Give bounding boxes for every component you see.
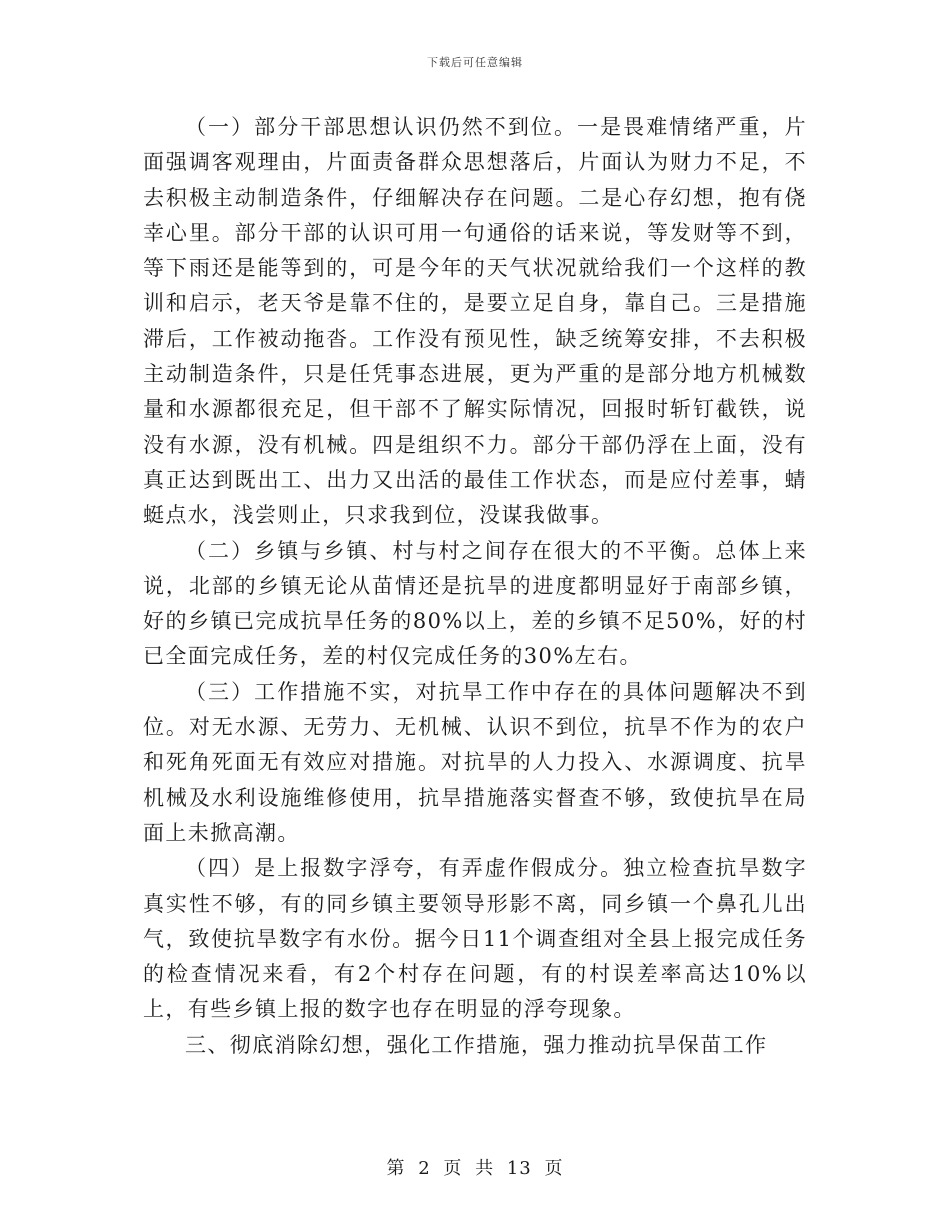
document-body (143, 110, 807, 1063)
page-footer: 第 2 页 共 13 页 (386, 1158, 564, 1179)
paragraph-3: （三）工作措施不实，对抗旱工作中存在的具体问题解决不到位。对无水源、无劳力、无机械、认识不到位，抗旱不作为的农户和死角死面无有效应对措施。对抗旱的人力投入、水源调度、抗旱机械及水利设施维修使用，抗旱措施落实督查不够，致使抗旱在局面上未掀高潮。 (143, 679, 807, 845)
section-heading: 三、彻底消除幻想，强化工作措施，强力推动抗旱保苗工作 (185, 1032, 768, 1057)
paragraph-1: （一）部分干部思想认识仍然不到位。一是畏难情绪严重，片面强调客观理由，片面责备群众思想落后，片面认为财力不足，不去积极主动制造条件，仔细解决存在问题。二是心存幻想，抱有侥幸心里。部分干部的认识可用一句通俗的话来说，等发财等不到，等下雨还是能等到的，可是今年的天气状况就给我们一个这样的教训和启示，老天爷是靠不住的，是要立足自身，靠自己。三是措施滞后，工作被动拖沓。工作没有预见性，缺乏统筹安排，不去积极主动制造条件，只是任凭事态进展，更为严重的是部分地方机械数量和水源都很充足，但干部不了解实际情况，回报时斩钉截铁，说没有水源，没有机械。四是组织不力。部分干部仍浮在上面，没有真正达到既出工、出力又出活的最佳工作状态，而是应付差事，蜻蜓点水，浅尝则止，只求我到位，没谋我做事。 (143, 115, 807, 528)
paragraph-2: （二）乡镇与乡镇、村与村之间存在很大的不平衡。总体上来说，北部的乡镇无论从苗情还是抗旱的进度都明显好于南部乡镇，好的乡镇已完成抗旱任务的80%以上，差的乡镇不足50%，好的村已全面完成任务，差的村仅完成任务的30%左右。 (143, 538, 807, 669)
page-header: 下载后可任意编辑 (427, 56, 523, 69)
paragraph-4: （四）是上报数字浮夸，有弄虚作假成分。独立检查抗旱数字真实性不够，有的同乡镇主要领导形影不离，同乡镇一个鼻孔儿出气，致使抗旱数字有水份。据今日11个调查组对全县上报完成任务的检查情况来看，有2个村存在问题，有的村误差率高达10%以上，有些乡镇上报的数字也存在明显的浮夸现象。 (143, 856, 807, 1022)
